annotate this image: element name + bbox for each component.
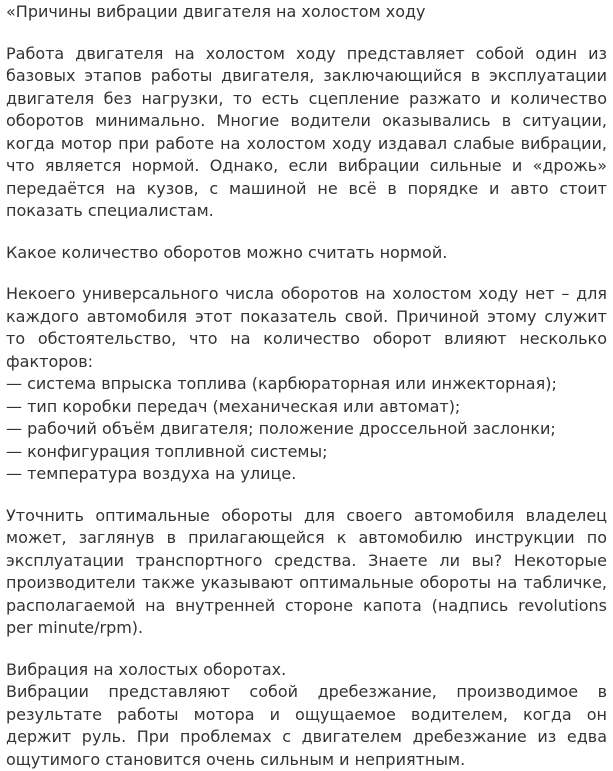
- list-item: — температура воздуха на улице.: [6, 464, 297, 483]
- list-item: — тип коробки передач (механическая или автомат);: [6, 396, 461, 416]
- spacer: [6, 24, 607, 43]
- paragraph-vibration-heading: Вибрация на холостых оборотах.: [6, 659, 287, 679]
- factors-list: [6, 373, 607, 486]
- spacer: [6, 640, 607, 659]
- spacer: [6, 264, 607, 283]
- paragraph-idle-work: Работа двигателя на холостом ходу представляет собой один из базовых этапов работы двигателя, заключающийся в эксплуатации двигателя без нагрузки, то есть сцепление разжато и количество оборотов минимально. Многие водители оказывались в ситуации, когда мотор при работе на холостом ходу издавал слабые вибрации, что является нормой. Однако, если вибрации сильные и «дрожь» передаётся на кузов, с машиной не всё в порядке и авто стоит показать специалистам.: [6, 43, 607, 220]
- list-item: — система впрыска топлива (карбюраторная или инжекторная);: [6, 374, 557, 393]
- paragraph-optimal-rpm: Уточнить оптимальные обороты для своего автомобиля владелец может, заглянув в прилагающейся к автомобилю инструкции по эксплуатации транспортного средства. Знаете ли вы? Некоторые производители также указывают оптимальные обороты на табличке, располагаемой на внутренней стороне капота (надпись revolutions per minute/rpm).: [6, 505, 607, 637]
- spacer: [6, 486, 607, 505]
- article-title: «Причины вибрации двигателя на холостом ходу: [6, 2, 426, 21]
- paragraph-universal-rpm: Некоего универсального числа оборотов на холостом ходу нет – для каждого автомобиля этот показатель свой. Причиной этому служит то обстоятельство, что на количество оборот влияют несколько факторов:: [6, 284, 607, 371]
- paragraph-vibration-description: Вибрации представляют собой дребезжание, производимое в результате работы мотора и ощущаемое водителем, когда он держит руль. При проблемах с двигателем дребезжание из едва ощутимого становится очень сильным и неприятным.: [6, 682, 607, 769]
- spacer: [6, 223, 607, 242]
- list-item: — рабочий объём двигателя; положение дроссельной заслонки;: [6, 419, 556, 438]
- list-item: — конфигурация топливной системы;: [6, 441, 328, 461]
- paragraph-rpm-question: Какое количество оборотов можно считать нормой.: [6, 242, 448, 262]
